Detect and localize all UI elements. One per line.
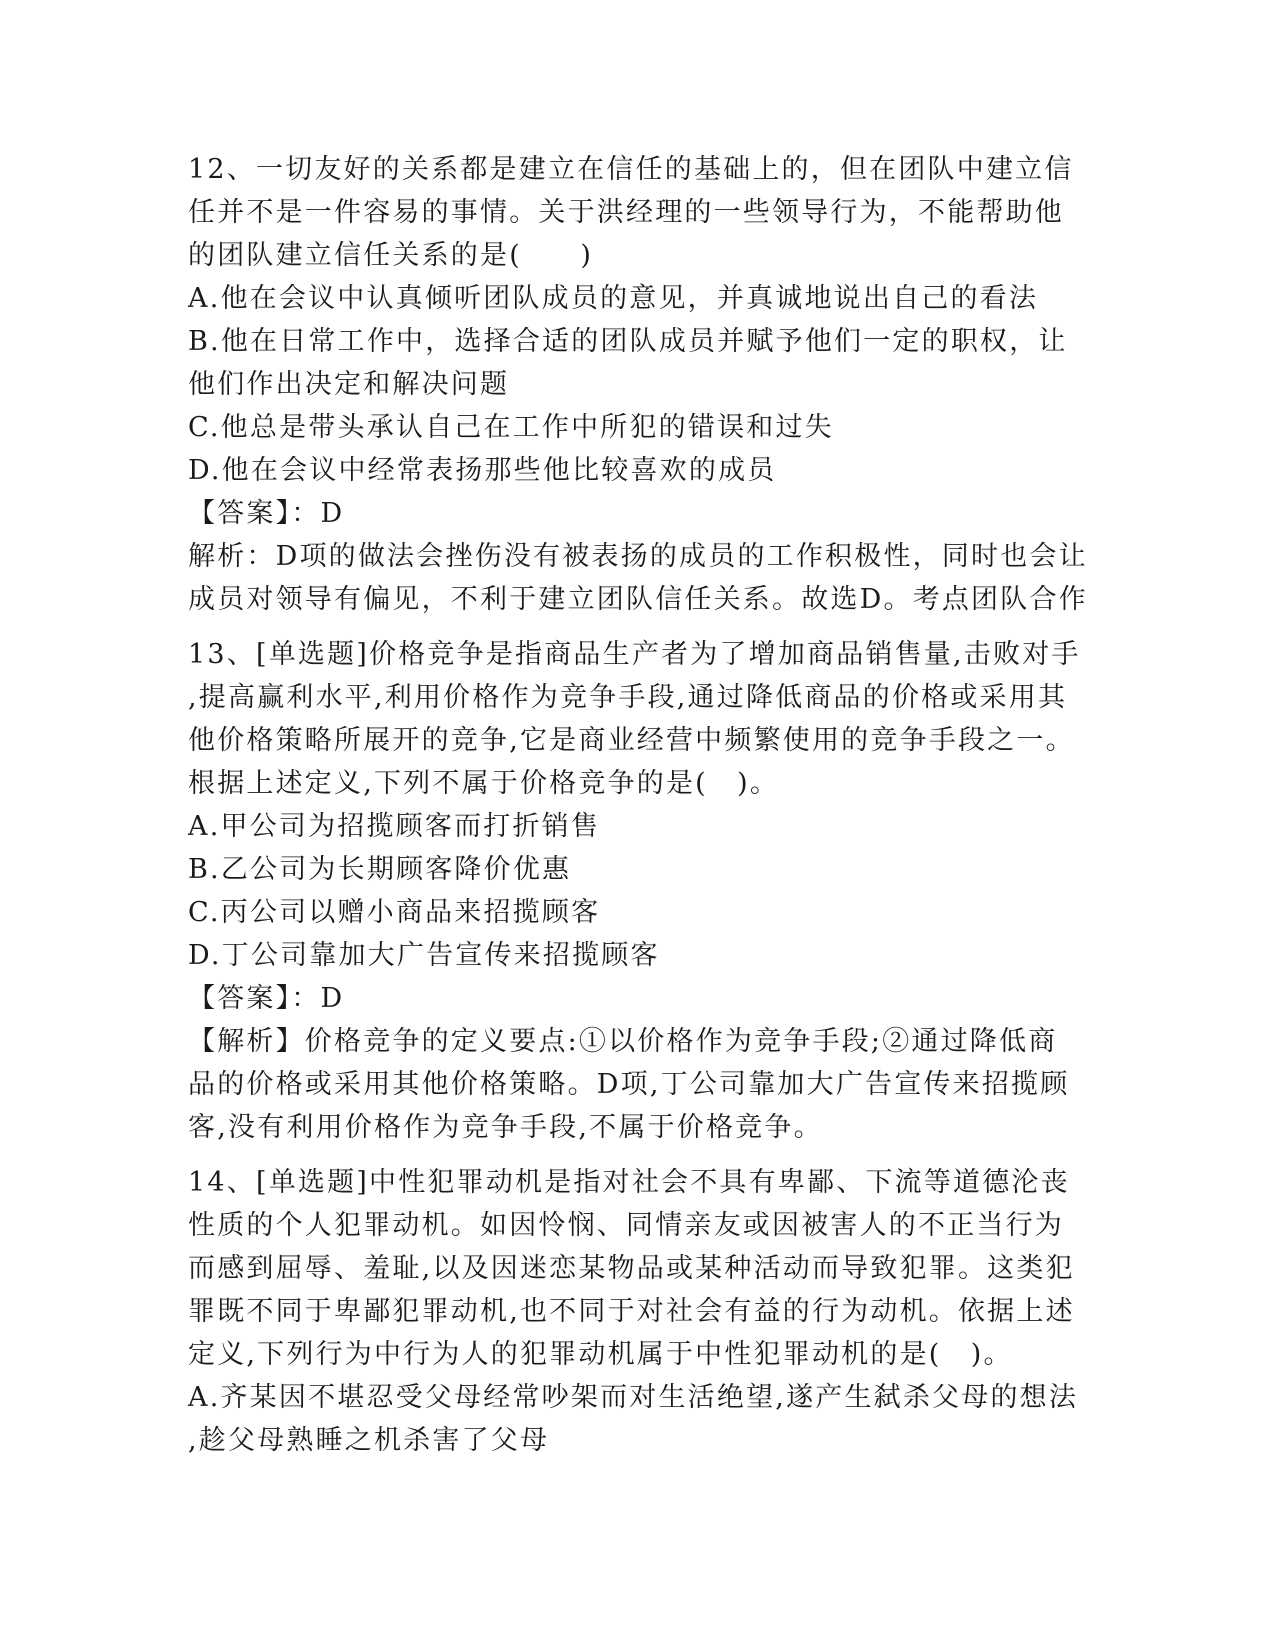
question-text-line: ,提高赢利水平,利用价格作为竞争手段,通过降低商品的价格或采用其 xyxy=(188,682,1068,713)
answer-line: 【答案】：D xyxy=(188,983,345,1014)
option-b: B.他在日常工作中，选择合适的团队成员并赋予他们一定的职权，让 xyxy=(188,326,1068,357)
option-c: C.丙公司以赠小商品来招揽顾客 xyxy=(188,897,601,928)
question-text-line: 14、[单选题]中性犯罪动机是指对社会不具有卑鄙、下流等道德沦丧 xyxy=(188,1167,1070,1198)
option-c: C.他总是带头承认自己在工作中所犯的错误和过失 xyxy=(188,412,834,443)
question-text-line: 12、一切友好的关系都是建立在信任的基础上的，但在团队中建立信 xyxy=(188,154,1074,185)
analysis-line: 客,没有利用价格作为竞争手段,不属于价格竞争。 xyxy=(188,1112,823,1143)
option-a: A.齐某因不堪忍受父母经常吵架而对生活绝望,遂产生弑杀父母的想法 xyxy=(188,1382,1079,1413)
question-text-line: 而感到屈辱、羞耻,以及因迷恋某物品或某种活动而导致犯罪。这类犯 xyxy=(188,1253,1075,1284)
question-spacer xyxy=(188,1149,1088,1161)
question-text-line: 13、[单选题]价格竞争是指商品生产者为了增加商品销售量,击败对手 xyxy=(188,639,1081,670)
option-d: D.他在会议中经常表扬那些他比较喜欢的成员 xyxy=(188,455,777,486)
question-spacer xyxy=(188,621,1088,633)
question-text-line: 根据上述定义,下列不属于价格竞争的是( )。 xyxy=(188,768,780,799)
analysis-line: 成员对领导有偏见，不利于建立团队信任关系。故选D。考点团队合作 xyxy=(188,584,1088,615)
option-a: A.甲公司为招揽顾客而打折销售 xyxy=(188,811,601,842)
question-text-line: 任并不是一件容易的事情。关于洪经理的一些领导行为，不能帮助他 xyxy=(188,197,1064,228)
document-page xyxy=(188,148,1088,1462)
option-b: B.乙公司为长期顾客降价优惠 xyxy=(188,854,572,885)
question-text-line: 罪既不同于卑鄙犯罪动机,也不同于对社会有益的行为动机。依据上述 xyxy=(188,1296,1075,1327)
question-text-line: 他价格策略所展开的竞争,它是商业经营中频繁使用的竞争手段之一。 xyxy=(188,725,1075,756)
analysis-line: 解析：D项的做法会挫伤没有被表扬的成员的工作积极性，同时也会让 xyxy=(188,541,1088,572)
option-a-continued: ,趁父母熟睡之机杀害了父母 xyxy=(188,1425,550,1456)
option-b-continued: 他们作出决定和解决问题 xyxy=(188,369,510,400)
analysis-line: 【解析】价格竞争的定义要点:①以价格作为竞争手段;②通过降低商 xyxy=(188,1026,1058,1057)
analysis-line: 品的价格或采用其他价格策略。D项,丁公司靠加大广告宣传来招揽顾 xyxy=(188,1069,1070,1100)
answer-line: 【答案】：D xyxy=(188,498,345,529)
question-text-line: 的团队建立信任关系的是( ) xyxy=(188,240,594,271)
question-13 xyxy=(188,633,1088,1149)
question-text-line: 性质的个人犯罪动机。如因怜悯、同情亲友或因被害人的不正当行为 xyxy=(188,1210,1064,1241)
option-a: A.他在会议中认真倾听团队成员的意见，并真诚地说出自己的看法 xyxy=(188,283,1039,314)
question-text-line: 定义,下列行为中行为人的犯罪动机属于中性犯罪动机的是( )。 xyxy=(188,1339,1013,1370)
option-d: D.丁公司靠加大广告宣传来招揽顾客 xyxy=(188,940,660,971)
question-14 xyxy=(188,1161,1088,1462)
question-12 xyxy=(188,148,1088,621)
